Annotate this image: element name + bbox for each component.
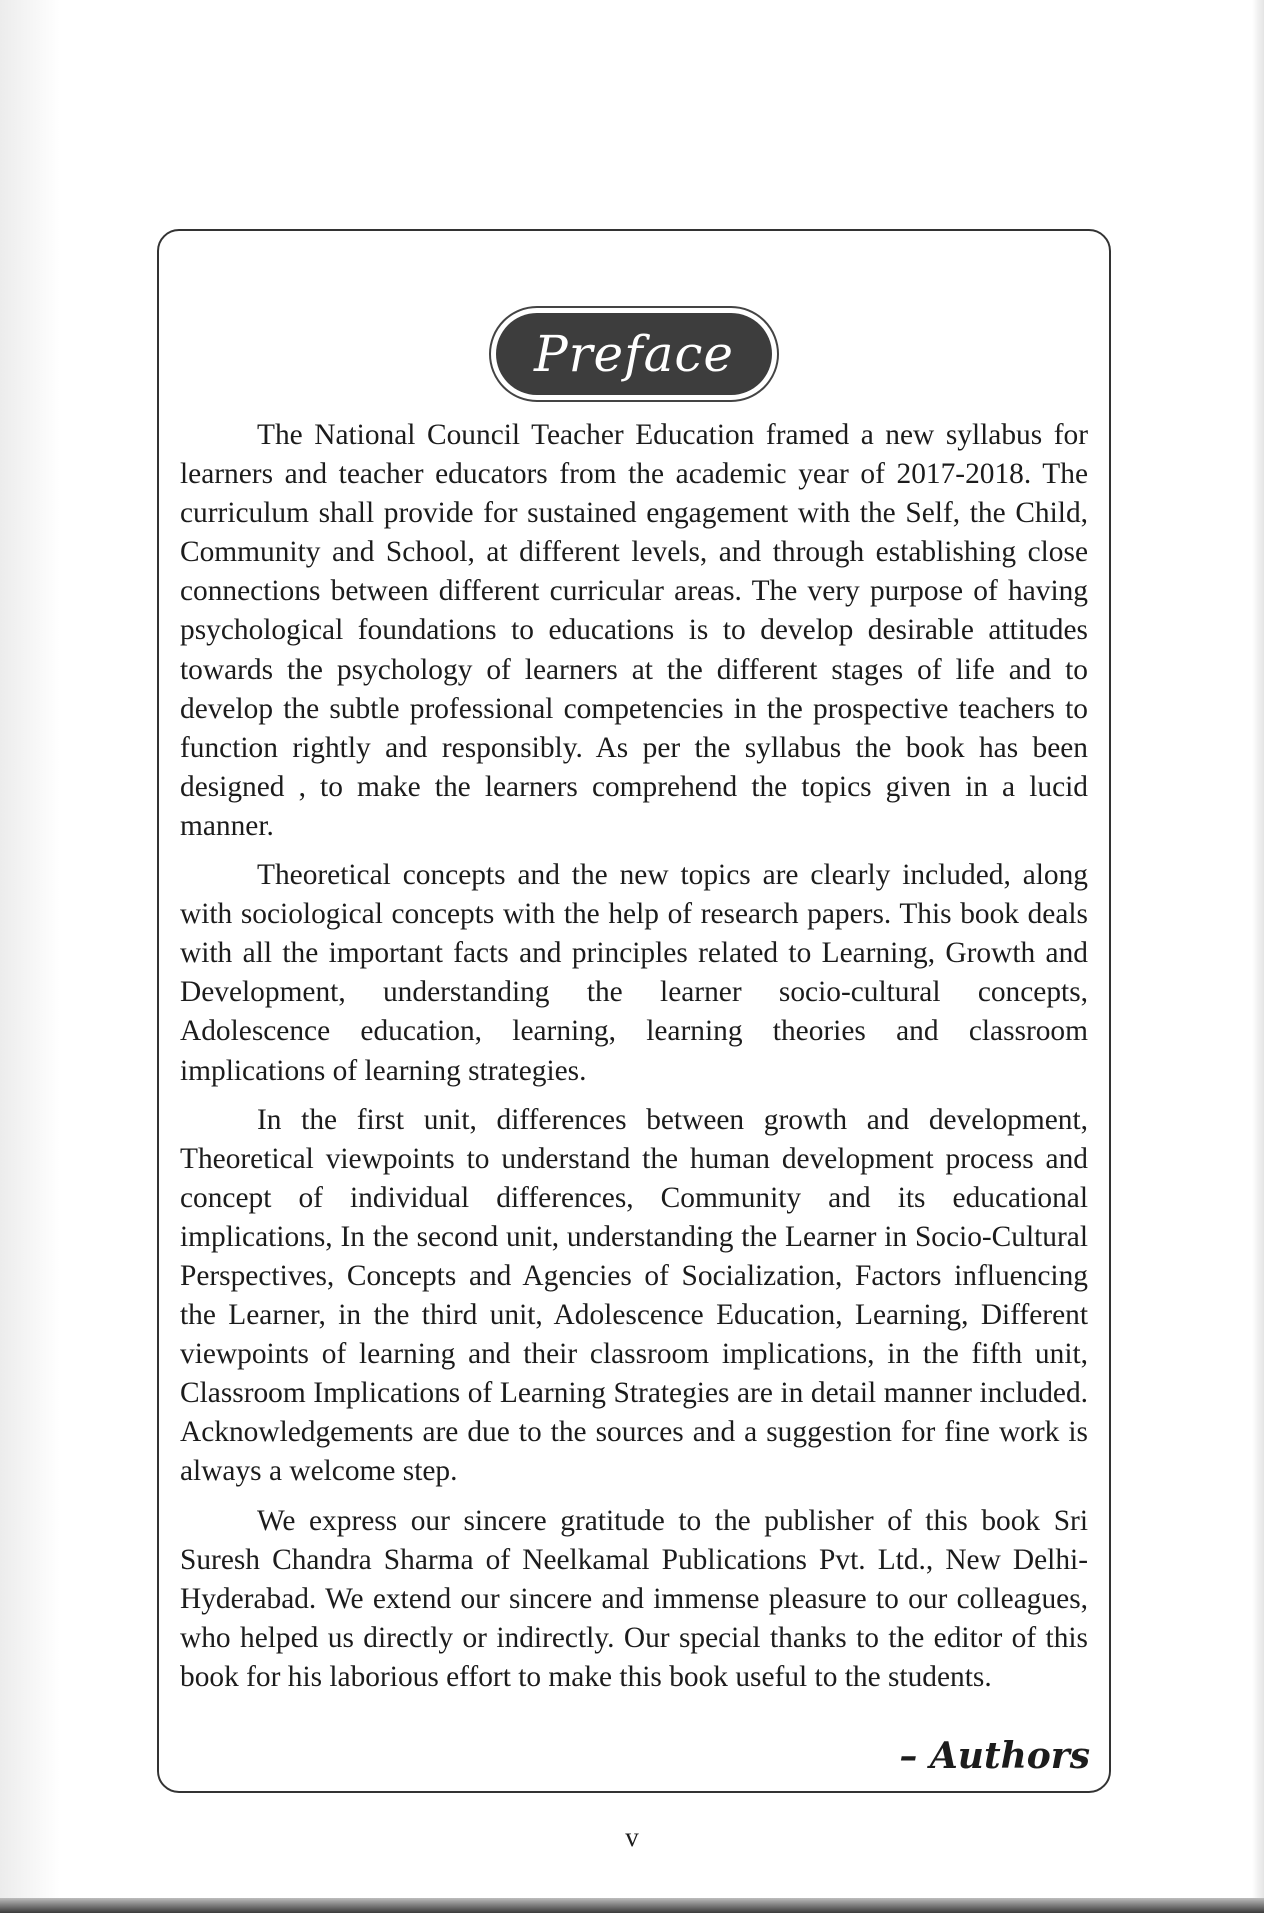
page-shadow: [0, 0, 60, 1913]
page-edge-right: [1252, 0, 1264, 1913]
preface-body: [180, 416, 1088, 1697]
paragraph-1: The National Council Teacher Education framed a new syllabus for learners and teacher educators from the academic year of 2017-2018. The curriculum shall provide for sustained engagement with the Self, the Child, Community and School, at different levels, and through establishing close connections between different curricular areas. The very purpose of having psychological foundations to educations is to develop desirable attitudes towards the psychology of learners at the different stages of life and to develop the subtle professional competencies in the prospective teachers to function rightly and responsibly. As per the syllabus the book has been designed , to make the learners comprehend the topics given in a lucid manner.: [180, 419, 1088, 842]
paragraph-2: Theoretical concepts and the new topics are clearly included, along with sociological concepts with the help of research papers. This book deals with all the important facts and principles related to Learning, Growth and Development, understanding the learner socio-cultural concepts, Adolescence education, learning, learning theories and classroom implications of learning strategies.: [180, 859, 1088, 1087]
title-badge: [489, 306, 779, 402]
page-number: v: [625, 1822, 639, 1852]
page-title: Preface: [533, 325, 735, 383]
page-edge-bottom: [0, 1898, 1264, 1913]
authors-signature: – Authors: [899, 1735, 1090, 1777]
paragraph-4: We express our sincere gratitude to the publisher of this book Sri Suresh Chandra Sharma of Neelkamal Publications Pvt. Ltd., New Delhi-Hyderabad. We extend our sincere and immense pleasure to our colleagues, who helped us directly or indirectly. Our special thanks to the editor of this book for his laborious effort to make this book useful to the students.: [180, 1504, 1088, 1693]
paragraph-3: In the first unit, differences between growth and development, Theoretical viewpoints to understand the human development process and concept of individual differences, Community and its educational implications, In the second unit, understanding the Learner in Socio-Cultural Perspectives, Concepts and Agencies of Socialization, Factors influencing the Learner, in the third unit, Adolescence Education, Learning, Different viewpoints of learning and their classroom implications, in the fifth unit, Classroom Implications of Learning Strategies are in detail manner included. Acknowledgements are due to the sources and a suggestion for fine work is always a welcome step.: [180, 1103, 1088, 1488]
title-pill: [496, 313, 772, 395]
